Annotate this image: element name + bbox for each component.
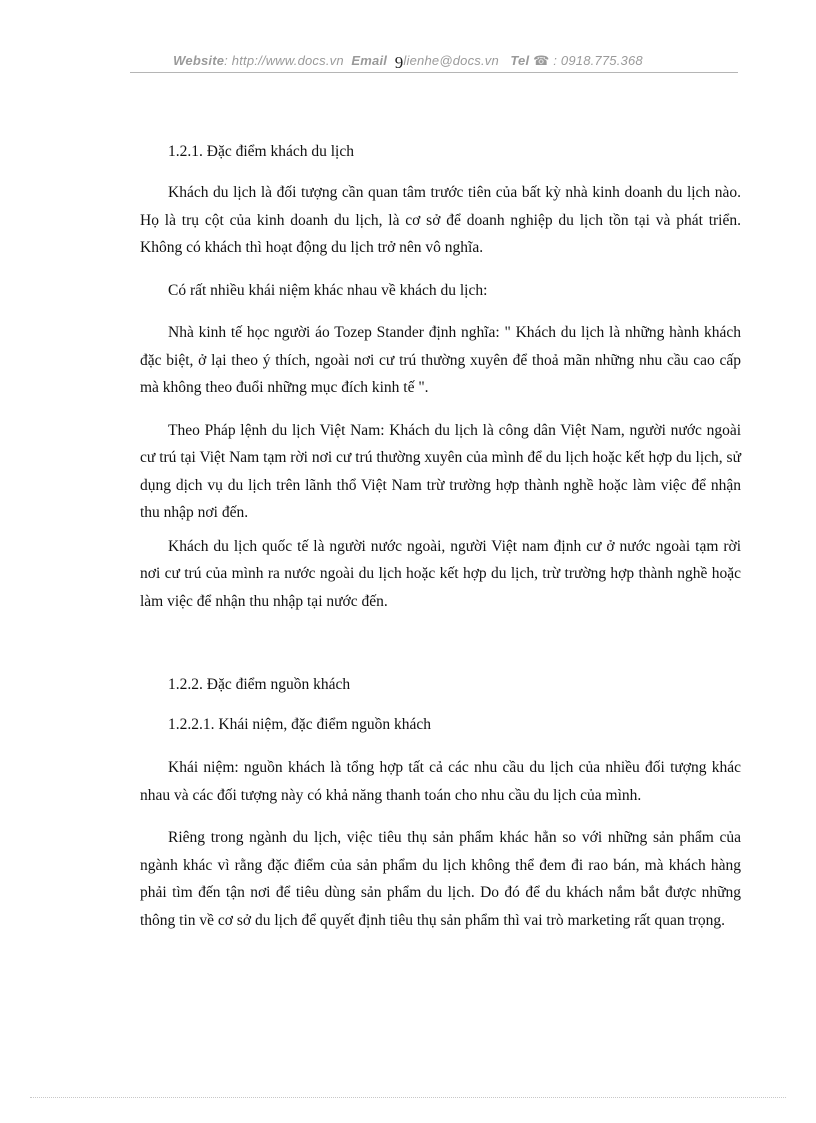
website-label: Website — [173, 53, 225, 68]
paragraph-7: Riêng trong ngành du lịch, việc tiêu thụ sản phẩm khác hẳn so với những sản phẩm của ngành khác vì rằng đặc điểm của sản phẩm du lịch không thể đem đi rao bán, mà khách hàng phải tìm đến tận nơi để tiêu dùng sản phẩm du lịch. Do đó để du khách nắm bắt được những thông tin về cơ sở du lịch để quyết định tiêu thụ sản phẩm thì vai trò marketing rất quan trọng. — [140, 829, 741, 929]
email-label: Email — [351, 53, 388, 68]
website-url: : http://www.docs.vn — [224, 53, 344, 68]
tel-label: Tel — [510, 53, 530, 68]
tel-value: ☎ : 0918.775.368 — [529, 53, 643, 68]
subsection-heading-1-2-2-1: 1.2.2.1. Khái niệm, đặc điểm nguồn khách — [168, 716, 432, 733]
section-heading-1-2-1: 1.2.1. Đặc điểm khách du lịch — [168, 143, 354, 160]
section-heading-1-2-2: 1.2.2. Đặc điểm nguồn khách — [168, 676, 351, 693]
page-header — [0, 50, 816, 70]
paragraph-5: Khách du lịch quốc tế là người nước ngoài, người Việt nam định cư ở nước ngoài tạm rời nơi cư trú của mình ra nước ngoài du lịch hoặc kết hợp du lịch, trừ trường hợp thành nghề hoặc làm việc để nhận thu nhập tại nước đến. — [140, 537, 741, 610]
paragraph-1: Khách du lịch là đối tượng cần quan tâm trước tiên của bất kỳ nhà kinh doanh du lịch nào. Họ là trụ cột của kinh doanh du lịch, là cơ sở để doanh nghiệp du lịch tồn tại và phát triển. Không có khách thì hoạt động du lịch trở nên vô nghĩa. — [140, 184, 741, 256]
paragraph-3: Nhà kinh tế học người áo Tozep Stander định nghĩa: " Khách du lịch là những hành khách đặc biệt, ở lại theo ý thích, ngoài nơi cư trú thường xuyên để thoả mãn những nhu cầu cao cấp mà không theo đuổi những mục đích kinh tế ". — [140, 324, 741, 396]
paragraph-2: Có rất nhiều khái niệm khác nhau về khách du lịch: — [168, 281, 488, 299]
email-value: lienhe@docs.vn — [403, 53, 499, 68]
paragraph-6: Khái niệm: nguồn khách là tổng hợp tất cả các nhu cầu du lịch của nhiều đối tượng khác nhau và các đối tượng này có khả năng thanh toán cho nhu cầu du lịch của mình. — [140, 759, 741, 804]
header-divider — [130, 72, 738, 73]
footer-divider — [30, 1097, 786, 1098]
document-body — [140, 140, 741, 934]
page-number: 9 — [394, 53, 404, 72]
paragraph-4: Theo Pháp lệnh du lịch Việt Nam: Khách du lịch là công dân Việt Nam, người nước ngoài cư trú tại Việt Nam tạm rời nơi cư trú thường xuyên của mình để du lịch hoặc kết hợp du lịch, sử dụng dịch vụ du lịch trên lãnh thổ Việt Nam trừ trường hợp thành nghề hoặc làm việc để nhận thu nhập nơi đến. — [140, 421, 741, 521]
